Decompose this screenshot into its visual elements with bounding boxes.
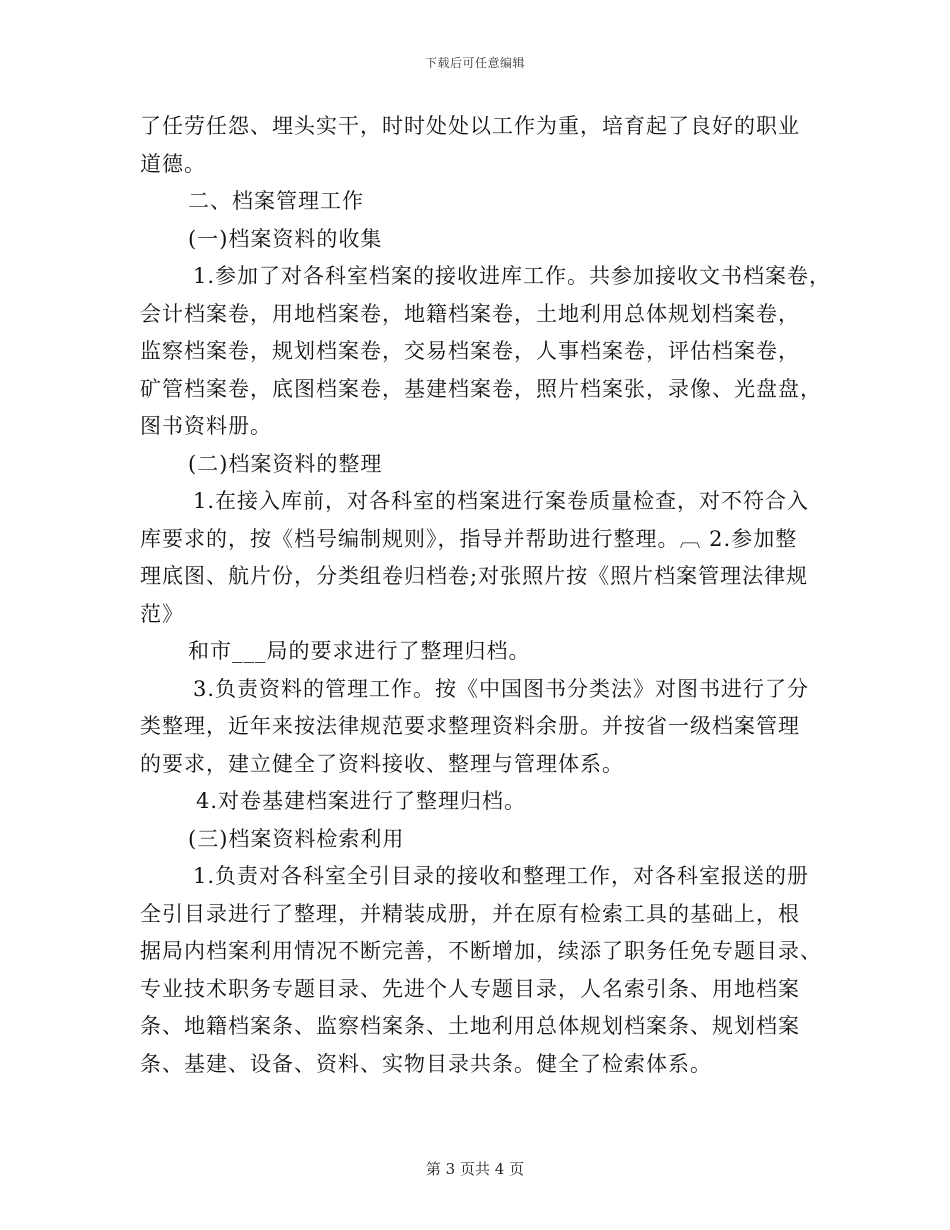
- page-header: 下载后可任意编辑: [424, 56, 525, 70]
- paragraph-line: 理底图、航片份，分类组卷归档卷;对张照片按《照片档案管理法律规: [140, 564, 809, 588]
- subsection-heading: (三)档案资料检索利用: [188, 826, 405, 851]
- paragraph-line: 道德。: [140, 151, 206, 176]
- paragraph-line: 图书资料册。: [140, 414, 272, 438]
- paragraph-line: 3.负责资料的管理工作。按《中国图书分类法》对图书进行了分: [193, 676, 810, 701]
- section-heading: 二、档案管理工作: [188, 189, 364, 213]
- paragraph-line: 监察档案卷，规划档案卷，交易档案卷，人事档案卷，评估档案卷，: [140, 339, 800, 363]
- paragraph-line: 了任劳任怨、埋头实干，时时处处以工作为重，培育起了良好的职业: [140, 114, 800, 138]
- page-footer: 第 3 页共 4 页: [425, 1160, 525, 1178]
- paragraph-line: 据局内档案利用情况不断完善，不断增加，续添了职务任免专题目录、: [140, 939, 822, 963]
- paragraph-line: 专业技术职务专题目录、先进个人专题目录，人名索引条、用地档案: [140, 976, 800, 1001]
- subsection-heading: (二)档案资料的整理: [188, 451, 383, 476]
- paragraph-line: 范》: [140, 601, 184, 626]
- paragraph-line: 条、地籍档案条、监察档案条、土地利用总体规划档案条、规划档案: [140, 1014, 800, 1038]
- paragraph-line: 库要求的，按《档号编制规则》，指导并帮助进行整理。︹ 2.参加整: [140, 526, 798, 551]
- subsection-heading: (一)档案资料的收集: [188, 226, 383, 251]
- paragraph-line: 矿管档案卷，底图档案卷，基建档案卷，照片档案张，录像、光盘盘，: [140, 376, 822, 401]
- paragraph-line: 4.对卷基建档案进行了整理归档。: [196, 789, 527, 813]
- paragraph-line: 的要求，建立健全了资料接收、整理与管理体系。: [140, 751, 624, 776]
- paragraph-line: 类整理，近年来按法律规范要求整理资料余册。并按省一级档案管理: [140, 714, 800, 738]
- paragraph-line: 条、基建、设备、资料、实物目录共条。健全了检索体系。: [140, 1051, 712, 1076]
- paragraph-line: 1.参加了对各科室档案的接收进库工作。共参加接收文书档案卷，: [193, 264, 832, 288]
- paragraph-line: 1.负责对各科室全引目录的接收和整理工作，对各科室报送的册: [193, 864, 810, 888]
- document-body: [140, 108, 832, 1083]
- paragraph-line: 和市___局的要求进行了整理归档。: [188, 639, 531, 663]
- paragraph-line: 1.在接入库前，对各科室的档案进行案卷质量检查，对不符合入: [193, 489, 810, 513]
- paragraph-line: 全引目录进行了整理，并精装成册，并在原有检索工具的基础上，根: [140, 901, 800, 926]
- paragraph-line: 会计档案卷，用地档案卷，地籍档案卷，土地利用总体规划档案卷，: [140, 301, 800, 326]
